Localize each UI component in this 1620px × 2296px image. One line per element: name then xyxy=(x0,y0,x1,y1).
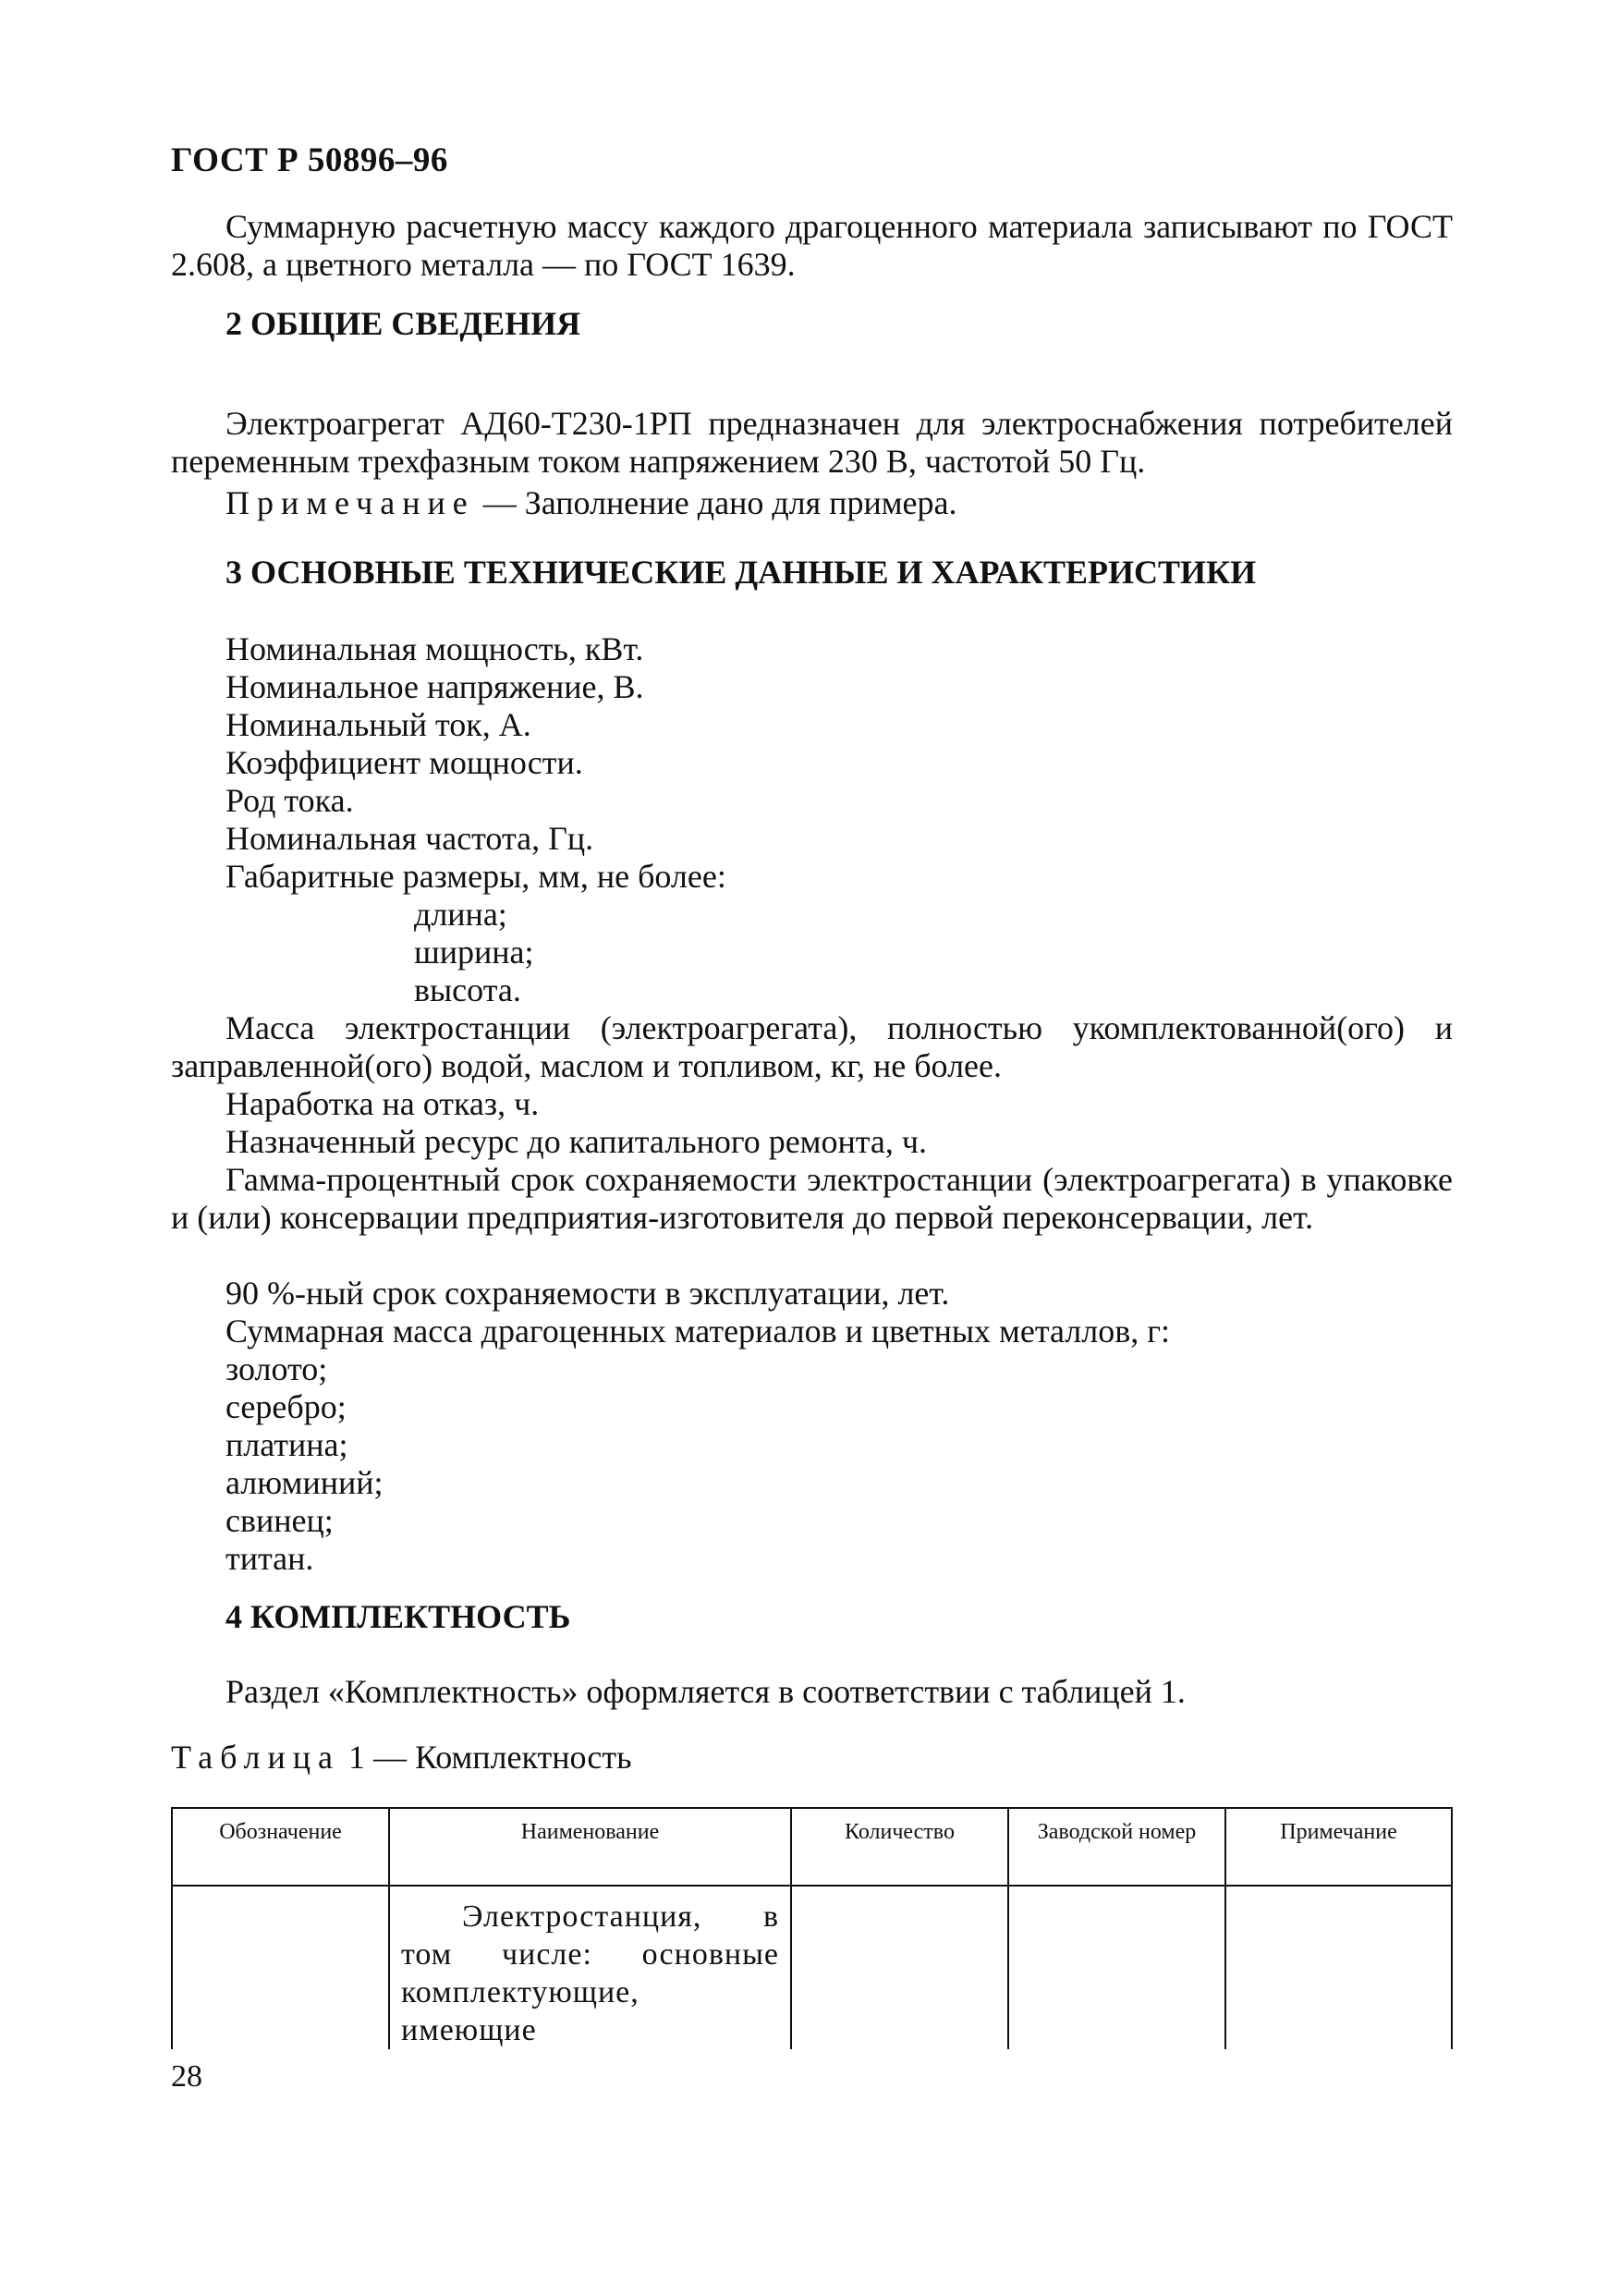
mass-paragraph: Масса электростанции (электроагрегата), полностью укомплектованной(ого) и заправленной(ого) водой, маслом и топливом, кг, не более. xyxy=(171,1009,1453,1084)
metal-item: золото; xyxy=(225,1350,328,1387)
metal-item: алюминий; xyxy=(225,1464,384,1501)
column-header: Наименование xyxy=(389,1808,791,1886)
table-cell xyxy=(1225,1886,1452,2049)
spec-line: Коэффициент мощности. xyxy=(225,744,583,781)
metal-item: платина; xyxy=(225,1426,348,1463)
mtbf-line: Наработка на отказ, ч. xyxy=(225,1085,540,1122)
section-4-heading: 4 КОМПЛЕКТНОСТЬ xyxy=(225,1598,571,1635)
completeness-table xyxy=(171,1807,1453,2049)
dimension-item: высота. xyxy=(414,971,521,1008)
table-header-row xyxy=(172,1808,1452,1886)
section-2-paragraph: Электроагрегат АД60-Т230-1РП предназначен для электроснабжения потребителей переменным трехфазным током напряжением 230 В, частотой 50 Гц. xyxy=(171,405,1453,480)
row-name-text: Электростанция, в том числе: основные комплектующие, имеющие xyxy=(401,1899,779,2047)
column-header: Обозначение xyxy=(172,1808,389,1886)
section-3-heading: 3 ОСНОВНЫЕ ТЕХНИЧЕСКИЕ ДАННЫЕ И ХАРАКТЕРИСТИКИ xyxy=(225,554,1257,591)
metal-item: титан. xyxy=(225,1540,314,1577)
dimension-item: длина; xyxy=(414,896,507,933)
table-cell xyxy=(791,1886,1008,2049)
table-caption xyxy=(171,1738,632,1777)
table-title: 1 — Комплектность xyxy=(339,1739,632,1776)
column-header: Количество xyxy=(791,1808,1008,1886)
storage-90-line: 90 %-ный срок сохраняемости в эксплуатации, лет. xyxy=(225,1275,950,1312)
storage-paragraph: Гамма-процентный срок сохраняемости электростанции (электроагрегата) в упаковке и (или) консервации предприятия-изготовителя до первой переконсервации, лет. xyxy=(171,1161,1453,1236)
spec-line: Номинальный ток, А. xyxy=(225,706,531,743)
table-row xyxy=(172,1886,1452,2049)
note-label: Примечание xyxy=(225,484,475,521)
spec-line: Род тока. xyxy=(225,782,354,819)
document-header: ГОСТ Р 50896–96 xyxy=(171,141,448,179)
column-header: Заводской номер xyxy=(1008,1808,1225,1886)
spec-line: Номинальная мощность, кВт. xyxy=(225,630,644,667)
column-header: Примечание xyxy=(1225,1808,1452,1886)
precious-title: Суммарная масса драгоценных материалов и цветных металлов, г: xyxy=(225,1313,1170,1350)
resource-line: Назначенный ресурс до капитального ремонта, ч. xyxy=(225,1123,927,1160)
note-text: — Заполнение дано для примера. xyxy=(474,484,957,521)
spec-line: Номинальная частота, Гц. xyxy=(225,820,594,857)
intro-paragraph: Суммарную расчетную массу каждого драгоценного материала записывают по ГОСТ 2.608, а цветного металла — по ГОСТ 1639. xyxy=(171,208,1453,283)
dimension-item: ширина; xyxy=(414,934,534,971)
section-4-paragraph: Раздел «Комплектность» оформляется в соответствии с таблицей 1. xyxy=(225,1673,1186,1710)
table-label: Таблица xyxy=(171,1739,340,1776)
metal-item: серебро; xyxy=(225,1388,347,1425)
section-2-note xyxy=(225,484,956,522)
spec-line: Номинальное напряжение, В. xyxy=(225,668,644,705)
section-2-heading: 2 ОБЩИЕ СВЕДЕНИЯ xyxy=(225,305,581,342)
metal-item: свинец; xyxy=(225,1502,334,1539)
table-cell xyxy=(1008,1886,1225,2049)
page-number: 28 xyxy=(171,2059,202,2094)
spec-line: Габаритные размеры, мм, не более: xyxy=(225,858,726,895)
table-cell xyxy=(389,1886,791,2049)
table-cell xyxy=(172,1886,389,2049)
